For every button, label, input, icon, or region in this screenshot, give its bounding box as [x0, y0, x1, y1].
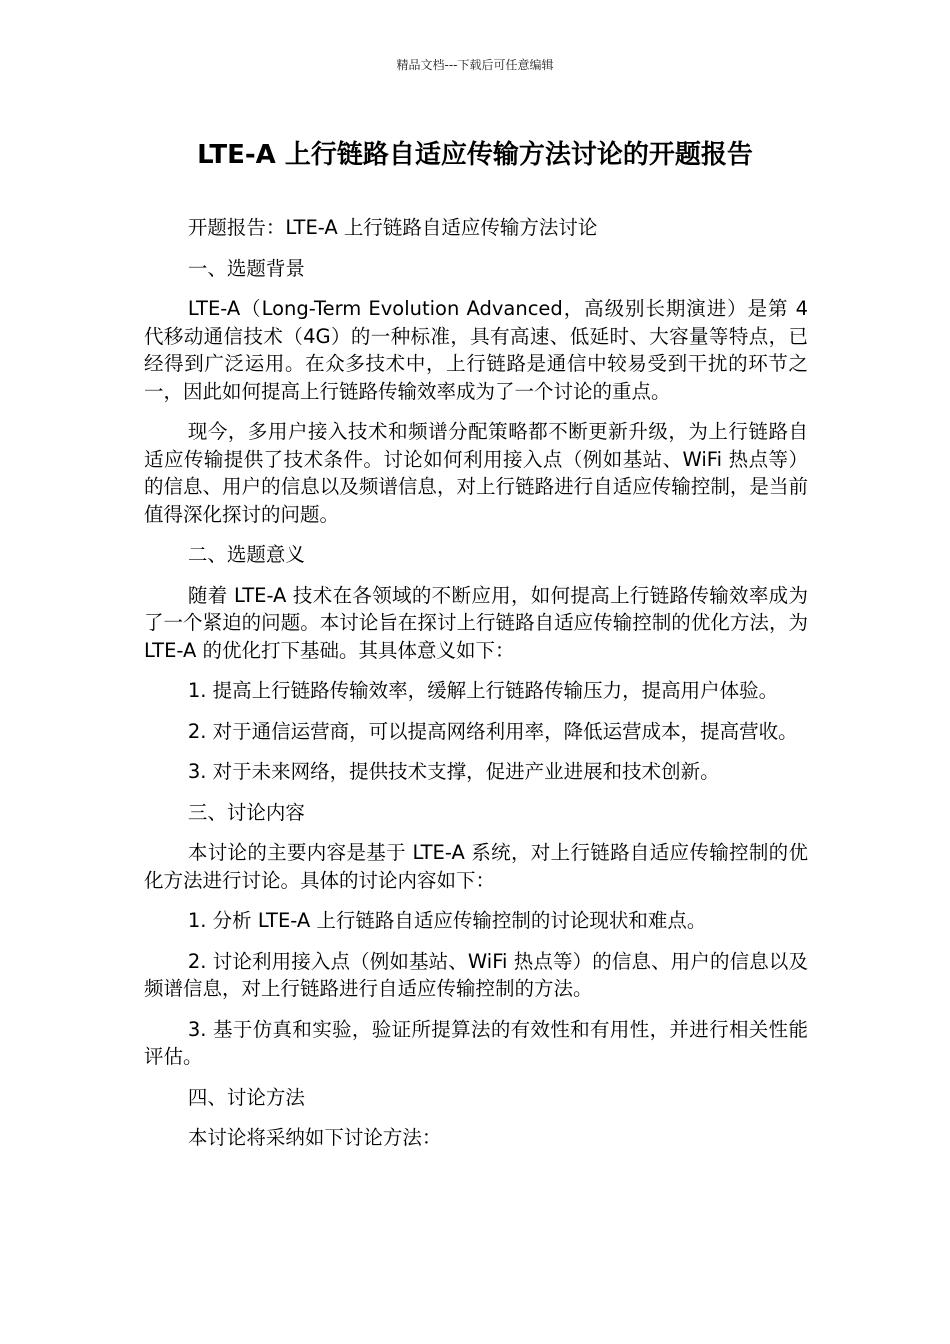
list-item: 1. 提高上行链路传输效率，缓解上行链路传输压力，提高用户体验。	[187, 679, 779, 702]
list-item: 1. 分析 LTE-A 上行链路自适应传输控制的讨论现状和难点。	[187, 909, 707, 932]
section-heading-significance: 二、选题意义	[187, 543, 305, 566]
list-item: 3. 基于仿真和实验，验证所提算法的有效性和有用性，并进行相关性能评估。	[144, 1017, 808, 1068]
list-item: 3. 对于未来网络，提供技术支撑，促进产业进展和技术创新。	[187, 760, 720, 783]
report-subtitle: 开题报告：LTE-A 上行链路自适应传输方法讨论	[187, 216, 598, 239]
body-paragraph: 随着 LTE-A 技术在各领域的不断应用，如何提高上行链路传输效率成为了一个紧迫的问题。本讨论旨在探讨上行链路自适应传输控制的优化方法，为 LTE-A 的优化打下基础。其具体意义如下：	[144, 583, 808, 662]
list-item: 2. 对于通信运营商，可以提高网络利用率，降低运营成本，提高营收。	[187, 719, 798, 743]
document-body	[144, 214, 808, 1165]
document-title: LTE-A 上行链路自适应传输方法讨论的开题报告	[197, 140, 753, 170]
section-heading-content: 三、讨论内容	[187, 800, 305, 824]
section-heading-background: 一、选题背景	[187, 256, 305, 280]
body-paragraph: 本讨论的主要内容是基于 LTE-A 系统，对上行链路自适应传输控制的优化方法进行讨论。具体的讨论内容如下：	[144, 841, 808, 892]
list-item: 2. 讨论利用接入点（例如基站、WiFi 热点等）的信息、用户的信息以及频谱信息，对上行链路进行自适应传输控制的方法。	[144, 949, 808, 1000]
page-header-note: 精品文档---下载后可任意编辑	[396, 58, 554, 72]
body-paragraph: 现今，多用户接入技术和频谱分配策略都不断更新升级，为上行链路自适应传输提供了技术条件。讨论如何利用接入点（例如基站、WiFi 热点等）的信息、用户的信息以及频谱信息，对上行链路进行自适应传输控制，是当前值得深化探讨的问题。	[144, 420, 808, 526]
body-paragraph: 本讨论将采纳如下讨论方法：	[187, 1126, 442, 1149]
section-heading-methods: 四、讨论方法	[187, 1085, 305, 1109]
body-paragraph: LTE-A（Long-Term Evolution Advanced，高级别长期演进）是第 4 代移动通信技术（4G）的一种标准，具有高速、低延时、大容量等特点，已经得到广泛运用。在众多技术中，上行链路是通信中较易受到干扰的环节之一，因此如何提高上行链路传输效率成为了一个讨论的重点。	[144, 297, 808, 403]
